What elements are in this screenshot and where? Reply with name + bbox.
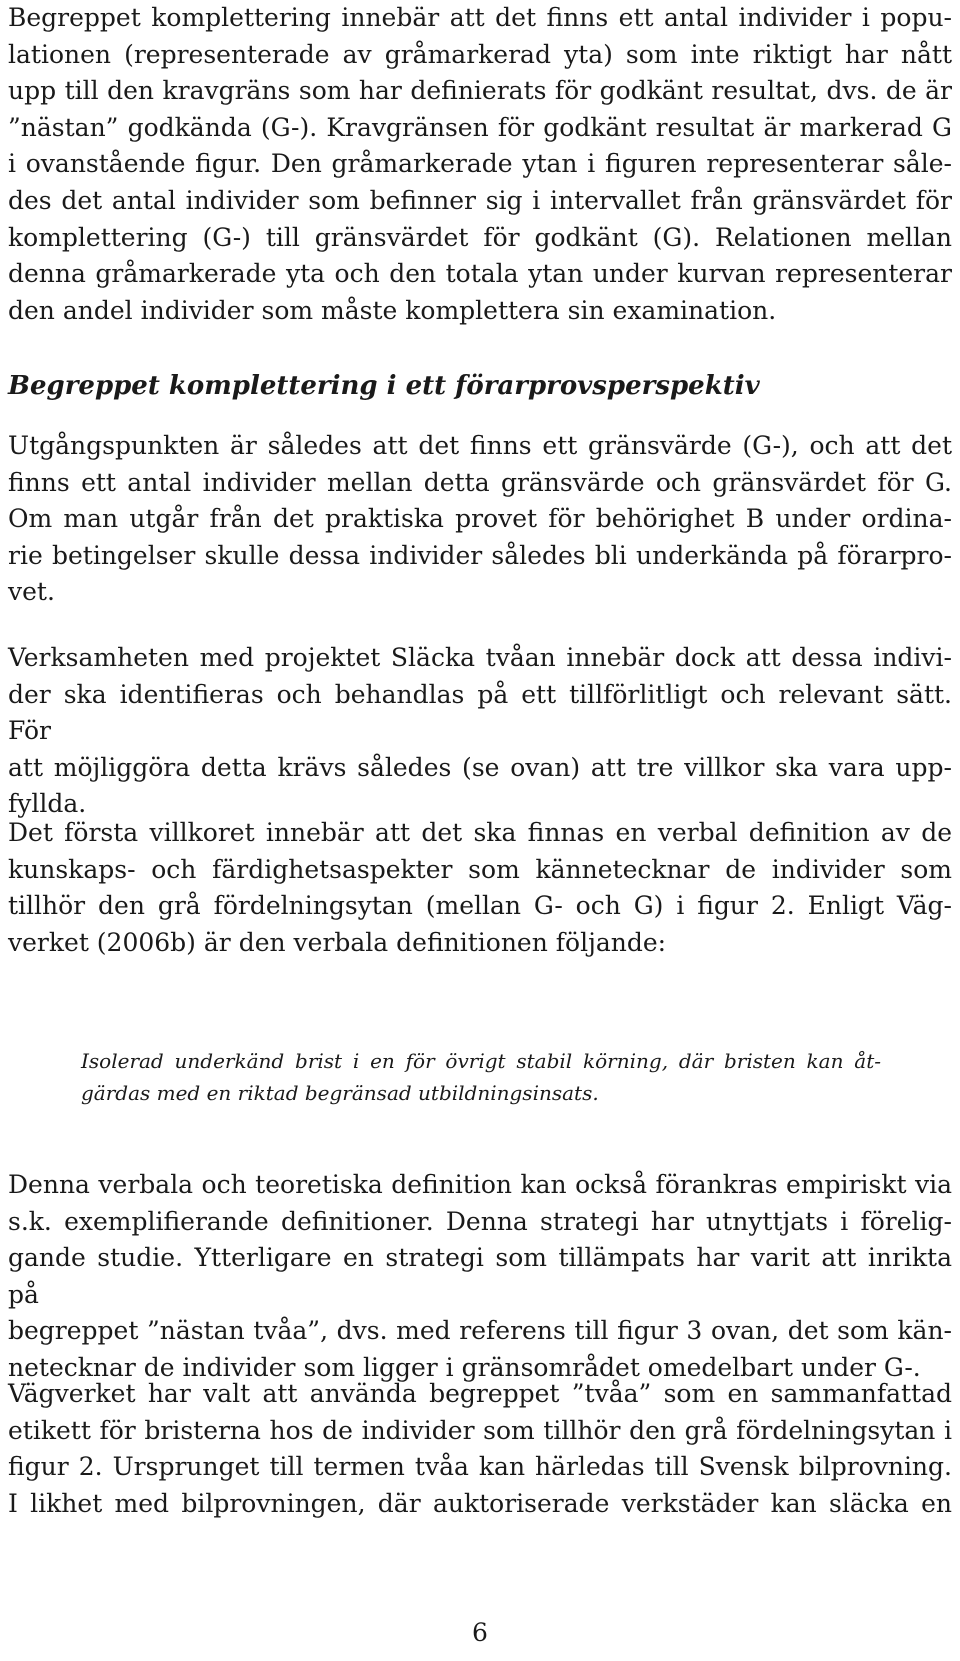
text-line: Verksamheten med projektet Släcka tvåan innebär dock att dessa indivi- xyxy=(8,643,952,672)
text-line: etikett för bristerna hos de individer som tillhör den grå fördelningsytan i xyxy=(8,1415,952,1445)
page-number: 6 xyxy=(472,1618,488,1647)
text-line: Det första villkoret innebär att det ska finnas en verbal definition av de xyxy=(8,818,952,847)
text-line: verket (2006b) är den verbala definitionen följande: xyxy=(8,927,667,957)
text-line: den andel individer som måste komplettera sin examination. xyxy=(8,295,777,325)
text-line: Utgångspunkten är således att det finns ett gränsvärde (G-), och att det xyxy=(8,431,952,460)
text-line: I likhet med bilprovningen, där auktoriserade verkstäder kan släcka en xyxy=(8,1488,952,1518)
text-line: fyllda. xyxy=(8,789,87,819)
paragraph-forsta-villkoret xyxy=(8,815,952,961)
paragraph-utgangspunkten xyxy=(8,428,952,611)
text-line: gande studie. Ytterligare en strategi som tillämpats har varit att inrikta på xyxy=(8,1243,952,1309)
text-line: Om man utgår från det praktiska provet för behörighet B under ordina- xyxy=(8,504,952,534)
text-line: Denna verbala och teoretiska definition kan också förankras empiriskt via xyxy=(8,1170,952,1199)
text-line: denna gråmarkerade yta och den totala ytan under kurvan representerar xyxy=(8,259,952,289)
text-line: ”nästan” godkända (G-). Kravgränsen för godkänt resultat är markerad G xyxy=(8,112,952,142)
paragraph-komplettering xyxy=(8,0,952,329)
text-line: kunskaps- och färdighetsaspekter som kännetecknar de individer som xyxy=(8,854,952,884)
text-line: vet. xyxy=(8,577,55,607)
text-line: komplettering (G-) till gränsvärdet för godkänt (G). Relationen mellan xyxy=(8,222,952,252)
text-line: i ovanstående figur. Den gråmarkerade ytan i figuren representerar såle- xyxy=(8,149,952,179)
definition-quote xyxy=(8,1045,881,1109)
text-line: figur 2. Ursprunget till termen tvåa kan härledas till Svensk bilprovning. xyxy=(8,1452,952,1482)
section-heading: Begreppet komplettering i ett förarprovsperspektiv xyxy=(8,371,760,401)
text-line: gärdas med en riktad begränsad utbildningsinsats. xyxy=(81,1081,599,1105)
text-line: des det antal individer som befinner sig i intervallet från gränsvärdet för xyxy=(8,185,952,215)
text-line: netecknar de individer som ligger i gränsområdet omedelbart under G-. xyxy=(8,1352,921,1382)
text-line: Vägverket har valt att använda begreppet ”tvåa” som en sammanfattad xyxy=(8,1379,952,1408)
paragraph-verksamheten xyxy=(8,640,952,823)
text-line: Isolerad underkänd brist i en för övrigt stabil körning, där bristen kan åt- xyxy=(81,1049,881,1073)
text-line: rie betingelser skulle dessa individer således bli underkända på förarpro- xyxy=(8,540,952,570)
text-line: finns ett antal individer mellan detta gränsvärde och gränsvärdet för G. xyxy=(8,467,952,497)
text-line: lationen (representerade av gråmarkerad yta) som inte riktigt har nått xyxy=(8,39,952,69)
text-line: Begreppet komplettering innebär att det finns ett antal individer i popu- xyxy=(8,3,952,32)
paragraph-denna-verbala xyxy=(8,1167,952,1387)
text-line: der ska identifieras och behandlas på ett tillförlitligt och relevant sätt. För xyxy=(8,679,952,746)
text-line: begreppet ”nästan tvåa”, dvs. med referens till figur 3 ovan, det som kän- xyxy=(8,1316,952,1346)
text-line: tillhör den grå fördelningsytan (mellan G- och G) i figur 2. Enligt Väg- xyxy=(8,891,952,921)
text-line: att möjliggöra detta krävs således (se ovan) att tre villkor ska vara upp- xyxy=(8,752,952,782)
text-line: upp till den kravgräns som har definierats för godkänt resultat, dvs. de är xyxy=(8,76,952,106)
text-line: s.k. exemplifierande definitioner. Denna strategi har utnyttjats i förelig- xyxy=(8,1206,952,1236)
paragraph-vagverket xyxy=(8,1376,952,1522)
